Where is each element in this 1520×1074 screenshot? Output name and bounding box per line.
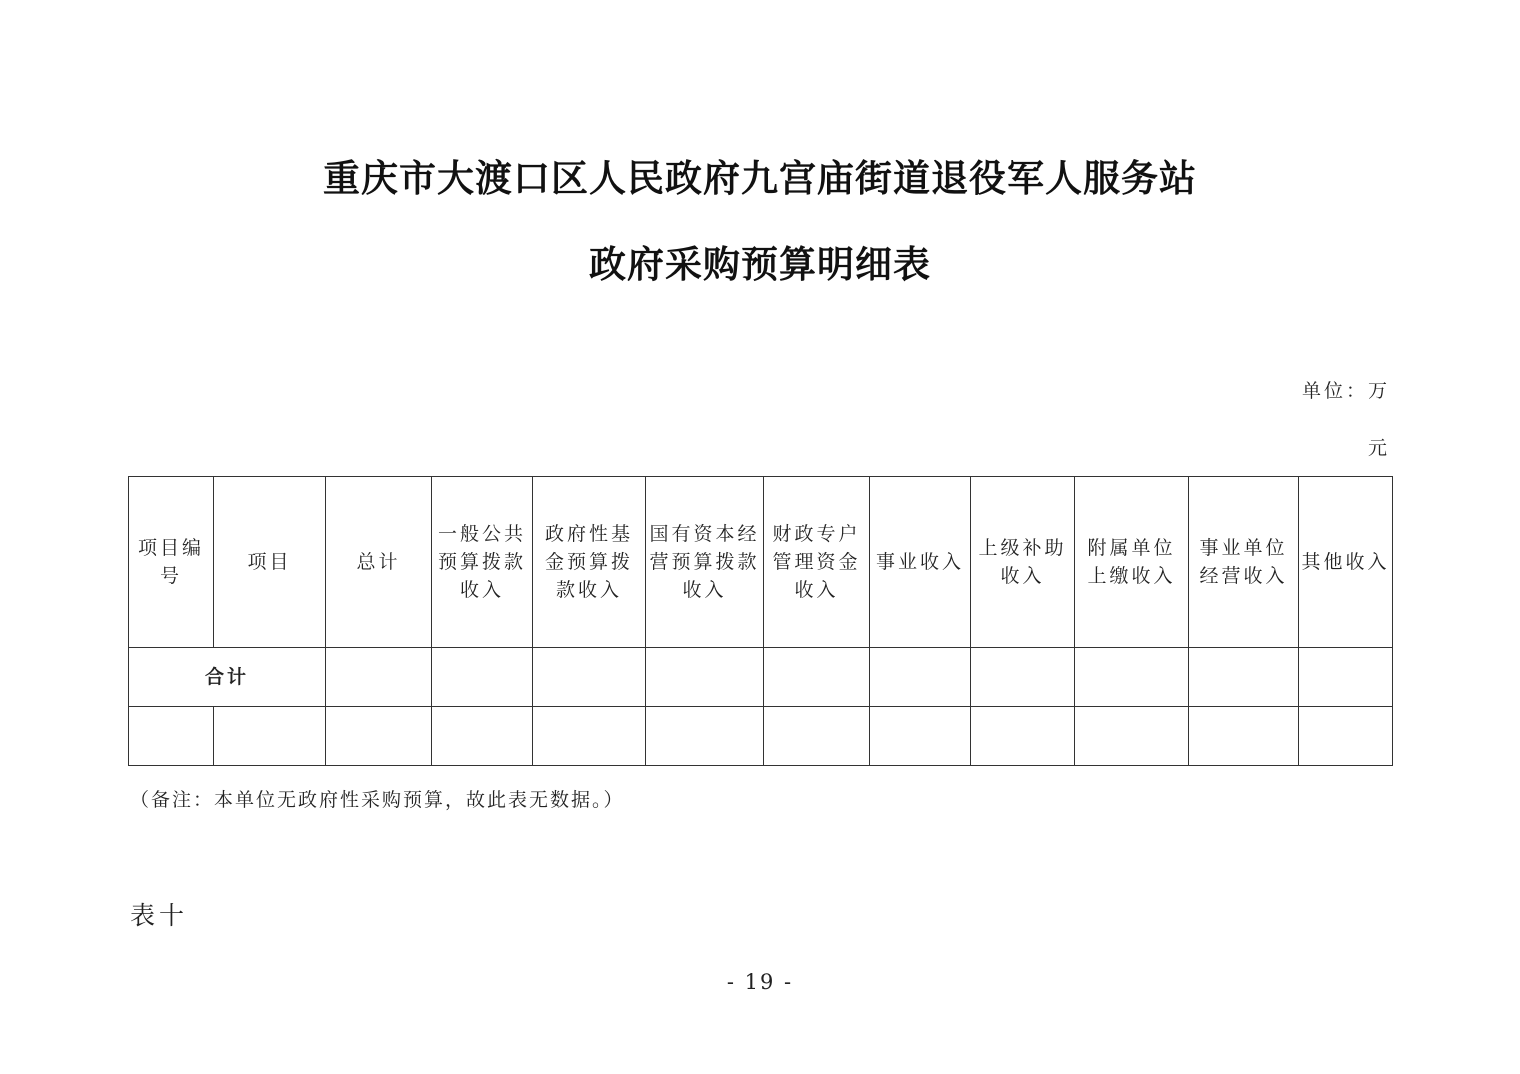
table-cell: [646, 648, 764, 707]
table-cell: [764, 648, 870, 707]
table-cell: [432, 707, 533, 766]
table-cell: [1189, 707, 1299, 766]
header-project-code: 项目编号: [129, 477, 214, 648]
procurement-budget-table: [128, 476, 1393, 766]
table-cell: [870, 648, 971, 707]
unit-label-line1: 单位：万: [1301, 380, 1390, 402]
table-cell: [764, 707, 870, 766]
table-cell: [971, 707, 1075, 766]
table-cell: [533, 707, 646, 766]
header-total: 总计: [326, 477, 432, 648]
header-government-fund-budget: 政府性基金预算拨款收入: [533, 477, 646, 648]
table-number: 表十: [130, 901, 189, 930]
header-state-capital-budget: 国有资本经营预算拨款收入: [646, 477, 764, 648]
table-cell: [533, 648, 646, 707]
table-cell: [1299, 707, 1393, 766]
table-cell: [971, 648, 1075, 707]
table-cell: [646, 707, 764, 766]
header-fiscal-special-account: 财政专户管理资金收入: [764, 477, 870, 648]
table-cell: [870, 707, 971, 766]
unit-label-line2: 元: [1367, 437, 1390, 459]
table-cell: [214, 707, 326, 766]
table-cell: [1075, 648, 1189, 707]
header-other-income: 其他收入: [1299, 477, 1393, 648]
header-general-public-budget: 一般公共预算拨款收入: [432, 477, 533, 648]
document-title-line2: 政府采购预算明细表: [589, 242, 931, 286]
table-header-row: [129, 477, 1393, 648]
table-cell: [326, 648, 432, 707]
header-affiliated-unit-income: 附属单位上缴收入: [1075, 477, 1189, 648]
table-row: [129, 707, 1393, 766]
table-cell: [129, 707, 214, 766]
total-label: 合计: [129, 648, 326, 707]
table-note: （备注：本单位无政府性采购预算，故此表无数据。）: [130, 789, 625, 811]
header-superior-subsidy: 上级补助收入: [971, 477, 1075, 648]
table-cell: [1189, 648, 1299, 707]
table-cell: [432, 648, 533, 707]
document-title-line1: 重庆市大渡口区人民政府九宫庙街道退役军人服务站: [323, 156, 1197, 200]
header-operating-income: 事业单位经营收入: [1189, 477, 1299, 648]
header-project: 项目: [214, 477, 326, 648]
table-cell: [1299, 648, 1393, 707]
page-number: - 19 -: [726, 970, 794, 994]
table-cell: [1075, 707, 1189, 766]
header-business-income: 事业收入: [870, 477, 971, 648]
table-total-row: [129, 648, 1393, 707]
table-cell: [326, 707, 432, 766]
